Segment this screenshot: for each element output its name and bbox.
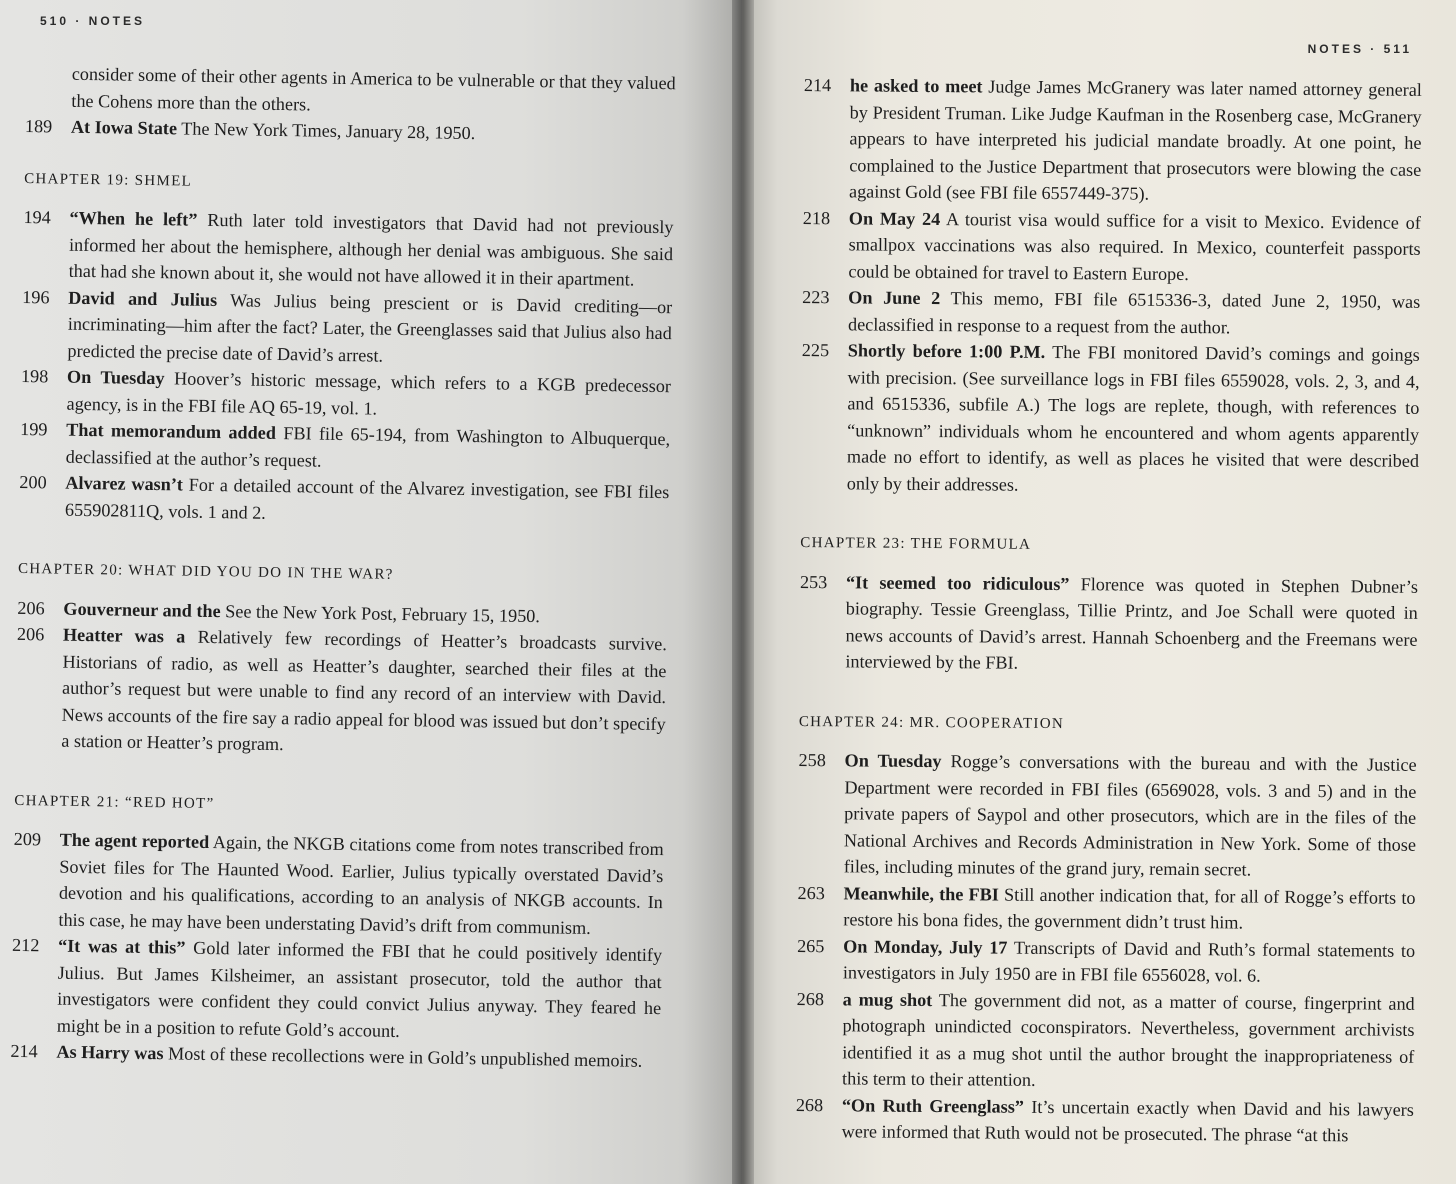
note-text: Relatively few recordings of Heatter’s broadcasts survive. Historians of radio, as well as Heatter’s daughter, searched their files at the author’s request but were unable to find any record of an interview with David. News accounts of the fire say a radio appeal for blood was issued but don’t specify a station or Heatter’s program. — [61, 626, 668, 755]
note-lead-phrase: he asked to meet — [849, 75, 983, 97]
note-list — [19, 204, 674, 532]
note-text: Judge James McGranery was later named attorney general by President Truman. Like Judge Kaufman in the Rosenberg case, McGranery appears to have interpreted his judicial mandate broadly. At one point, he complained to the Justice Department that prosecutors were blowing the case against Gold (see FBI file 6557449-375). — [848, 76, 1422, 204]
note-entry — [802, 284, 1420, 342]
note-page-number: 194 — [23, 206, 51, 228]
note-entry — [11, 932, 663, 1048]
note-text: It’s uncertain exactly when David and his lawyers were informed that Ruth would not be prosecuted. The phrase “at this — [841, 1096, 1414, 1146]
note-page-number: 196 — [22, 286, 50, 307]
note-text: The New York Times, January 28, 1950. — [176, 118, 476, 144]
note-lead-phrase: “On Ruth Greenglass” — [841, 1094, 1025, 1117]
note-page-number: 268 — [795, 1094, 824, 1115]
note-page-number: 265 — [797, 935, 825, 956]
note-lead-phrase: Heatter was a — [62, 624, 186, 647]
note-text: This memo, FBI file 6515336-3, dated June 2, 1950, was declassified in response to a request from the author. — [847, 288, 1421, 337]
note-lead-phrase: David and Julius — [68, 287, 218, 310]
note-list — [801, 72, 1422, 501]
note-lead-phrase: On June 2 — [848, 287, 941, 309]
note-lead-phrase: Meanwhile, the FBI — [843, 882, 999, 905]
note-page-number: 268 — [796, 988, 825, 1009]
note-page-number: 214 — [803, 74, 832, 96]
note-entry — [12, 826, 664, 942]
note-list — [796, 747, 1417, 1149]
left-page-content — [10, 60, 676, 1075]
note-page-number: 263 — [797, 882, 825, 903]
note-lead-phrase: The agent reported — [59, 829, 210, 852]
note-lead-phrase: “It seemed too ridiculous” — [845, 571, 1070, 594]
note-page-number: 206 — [16, 623, 45, 645]
note-lead-phrase: That memorandum added — [66, 419, 277, 443]
note-text: Was Julius being prescient or is David crediting—or incriminating—him after the fact? Later, the Greenglasses said that Julius also had predicted the precise date of David’s arrest. — [67, 289, 673, 366]
note-page-number: 212 — [11, 934, 40, 956]
right-page-content — [796, 72, 1422, 1149]
note-page-number: 189 — [24, 115, 53, 137]
note-lead-phrase: On Tuesday — [66, 366, 165, 389]
note-text: Again, the NKGB citations come from notes transcribed from Soviet files for The Haunted Wood. Earlier, Julius typically overstated David’s devotion and his qualifications, according to an analysis of NKGB accounts. In this case, he may have been understating David’s drift from communism. — [58, 831, 664, 938]
note-page-number: 218 — [802, 207, 831, 228]
note-entry — [22, 204, 673, 294]
chapter-heading: CHAPTER 23: THE FORMULA — [800, 534, 1032, 553]
note-lead-phrase: “It was at this” — [57, 935, 186, 958]
note-entry — [797, 879, 1415, 937]
note-text: Transcripts of David and Ruth’s formal statements to investigators in July 1950 are in FBI file 6556028, vol. 6. — [842, 937, 1416, 986]
note-entry — [802, 204, 1421, 288]
note-lead-phrase: On May 24 — [848, 207, 941, 229]
right-page — [742, 0, 1456, 1184]
note-page-number: 209 — [13, 828, 42, 850]
note-text: Florence was quoted in Stephen Dubner’s biography. Tessie Greenglass, Tillie Printz, and Joe Schall were quoted in news accounts of David’s arrest. Hannah Schoenberg and the Freemans were interviewed by the FBI. — [845, 573, 1419, 673]
note-entry — [801, 337, 1420, 501]
note-text: Rogge’s conversations with the bureau and with the Justice Department were recorded in FBI files (6569028, vols. 3 and 5) and in the private papers of Saypol and other prosecutors, which are in the files of the National Archives and Records Administration in New York. Some of those files, including minutes of the grand jury, remain secret. — [843, 751, 1417, 880]
note-lead-phrase: On Tuesday — [844, 750, 942, 772]
note-lead-phrase: At Iowa State — [70, 116, 178, 139]
note-entry — [799, 568, 1418, 679]
note-text: A tourist visa would suffice for a visit to Mexico. Evidence of smallpox vaccinations was also required. In Mexico, counterfeit passports could be obtained for travel to Eastern Europe. — [848, 208, 1421, 284]
note-list — [799, 568, 1418, 679]
note-text: Gold later informed the FBI that he could positively identify Julius. But James Kilsheimer, an assistant prosecutor, told the author that investigators were confident they could convict Julius anyway. They feared he might be in a position to refute Gold’s account. — [56, 937, 663, 1041]
running-head-right: NOTES · 511 — [1307, 42, 1412, 56]
note-lead-phrase: Gouverneur and the — [63, 598, 221, 621]
note-text: FBI file 65-194, from Washington to Albuquerque, declassified at the author’s request. — [65, 422, 671, 471]
note-text: Still another indication that, for all of Rogge’s efforts to restore his bona fides, the government didn’t trust him. — [843, 884, 1416, 933]
book-gutter — [732, 0, 754, 1184]
note-page-number: 253 — [799, 571, 828, 592]
note-page-number: 198 — [20, 365, 49, 387]
note-page-number: 225 — [801, 339, 830, 361]
note-text: The FBI monitored David’s comings and goings with precision. (See surveillance logs in FBI files 6559028, vols. 2, 3, and 4, and 6515336, subfile A.) The logs are replete, though, with references to “unknown” individuals whom he encountered and whom agents apparently made no effort to identify, as well as places he visited that were described only by their addresses. — [846, 341, 1420, 495]
note-page-number: 214 — [10, 1040, 38, 1062]
note-entry — [798, 747, 1417, 884]
note-text: Hoover’s historic message, which refers to a KGB predecessor agency, is in the FBI file AQ 65-19, vol. 1. — [66, 368, 672, 419]
note-page-number: 258 — [798, 749, 826, 771]
note-lead-phrase: On Monday, July 17 — [843, 935, 1008, 958]
running-head-left: 510 · NOTES — [40, 14, 146, 28]
note-entry — [21, 283, 672, 373]
note-entry — [19, 469, 670, 532]
note-entry — [796, 1091, 1414, 1149]
note-list — [15, 594, 667, 763]
note-page-number: 199 — [20, 418, 48, 440]
note-text: The government did not, as a matter of course, fingerprint and photograph unindicted coconspirators. Nevertheless, government archivists identified it as a mug shot until the author brought the inappropriateness of this term to their attention. — [842, 989, 1415, 1090]
note-list — [10, 826, 664, 1075]
note-text: Most of these recollections were in Gold’s unpublished memoirs. — [163, 1043, 643, 1071]
note-lead-phrase: Shortly before 1:00 P.M. — [847, 340, 1046, 362]
chapter-heading: CHAPTER 19: SHMEL — [24, 170, 193, 190]
note-lead-phrase: a mug shot — [842, 988, 933, 1010]
note-lead-phrase: “When he left” — [69, 207, 198, 230]
note-page-number: 223 — [802, 286, 830, 308]
note-entry — [796, 985, 1415, 1096]
note-text: For a detailed account of the Alvarez investigation, see FBI files 655902811Q, vols. 1 and 2. — [64, 474, 670, 523]
continuation-text: consider some of their other agents in America to be vulnerable or that they valued the Cohens more than the others. — [71, 63, 676, 114]
chapter-heading: CHAPTER 24: MR. COOPERATION — [798, 713, 1065, 732]
note-text: See the New York Post, February 15, 1950. — [220, 600, 541, 626]
note-entry — [15, 621, 667, 764]
chapter-heading: CHAPTER 21: “RED HOT” — [14, 792, 215, 812]
note-lead-phrase: As Harry was — [56, 1041, 164, 1064]
chapter-heading: CHAPTER 20: WHAT DID YOU DO IN THE WAR? — [17, 560, 394, 583]
note-entry — [803, 72, 1422, 209]
note-lead-phrase: Alvarez wasn’t — [65, 472, 184, 495]
note-entry — [797, 932, 1415, 990]
note-text: Ruth later told investigators that David had not previously informed her about the hemisphere, although her denial was ambiguous. She said that had she known about it, she would not have allowed it in their apartment. — [68, 209, 674, 290]
note-page-number: 206 — [17, 597, 45, 618]
note-page-number: 200 — [19, 471, 47, 493]
